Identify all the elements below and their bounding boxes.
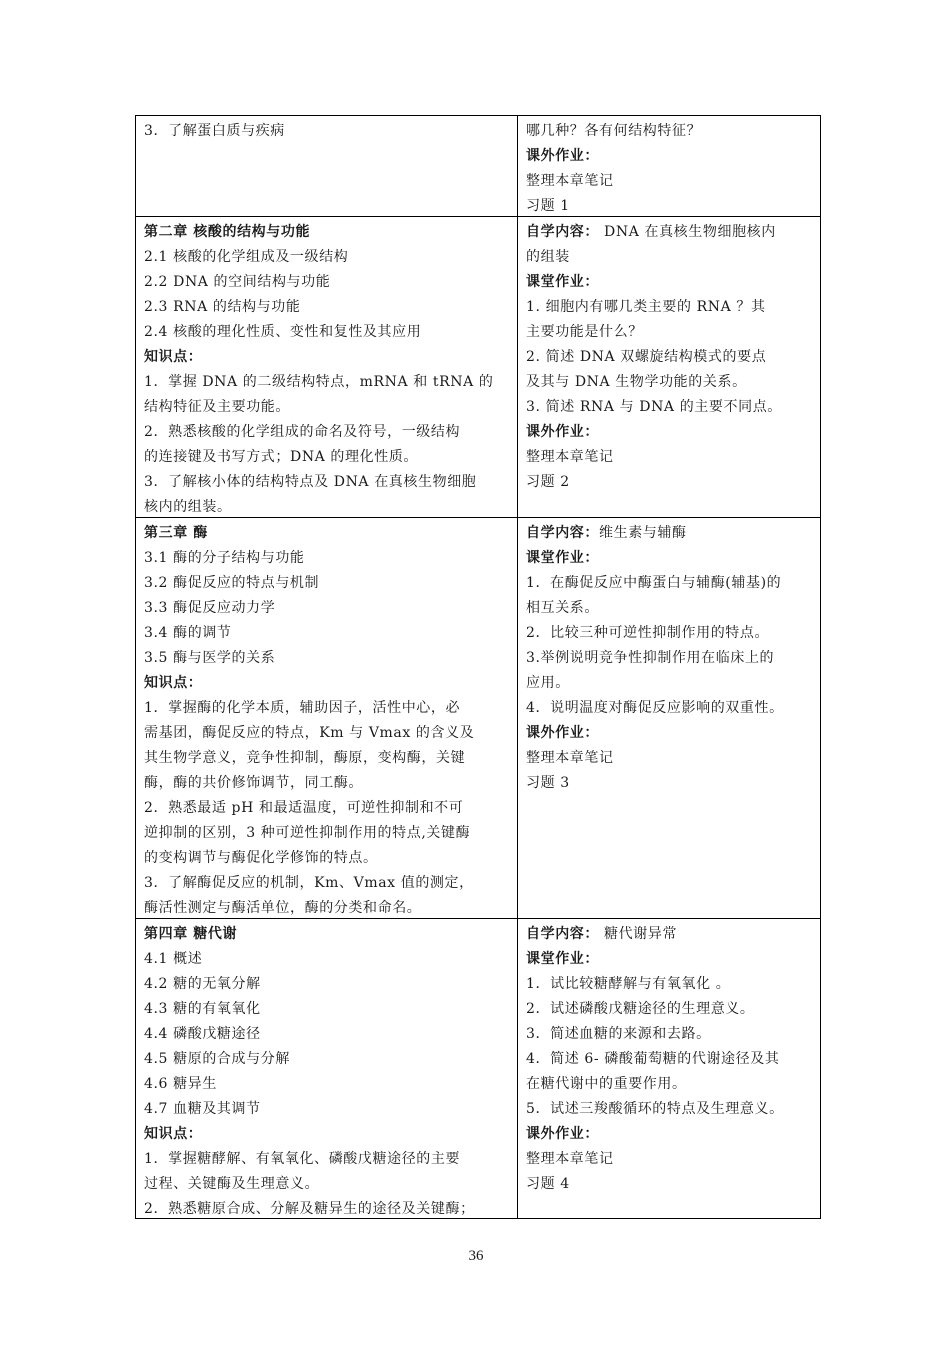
text-line: 3.2 酶促反应的特点与机制: [144, 575, 320, 591]
text-line: 4.7 血糖及其调节: [144, 1101, 261, 1117]
section-heading: 第二章 核酸的结构与功能: [144, 224, 311, 240]
assignment-cell: [518, 919, 820, 1218]
text-line: 核内的组装。: [144, 499, 232, 515]
text-line: 1．掌握 DNA 的二级结构特点，mRNA 和 tRNA 的: [144, 374, 494, 390]
text-line: 2．比较三种可逆性抑制作用的特点。: [526, 625, 770, 641]
table-row: [136, 116, 820, 216]
text-line: 1．掌握糖酵解、有氧氧化、磷酸戊糖途径的主要: [144, 1151, 461, 1167]
text-line: 在糖代谢中的重要作用。: [526, 1076, 687, 1092]
text-line: 3.举例说明竞争性抑制作用在临床上的: [526, 650, 775, 666]
text-line: 需基团，酶促反应的特点，Km 与 Vmax 的含义及: [144, 725, 475, 741]
text-line: 4．简述 6- 磷酸葡萄糖的代谢途径及其: [526, 1051, 780, 1067]
section-heading: 课堂作业：: [526, 951, 599, 967]
text-line: 2．熟悉核酸的化学组成的命名及符号，一级结构: [144, 424, 461, 440]
text-line: 1．掌握酶的化学本质，辅助因子，活性中心，必: [144, 700, 461, 716]
text-line: 哪几种？各有何结构特征？: [526, 123, 702, 139]
text-line: 4.3 糖的有氧氧化: [144, 1001, 261, 1017]
section-value: 维生素与辅酶: [599, 525, 687, 541]
text-line: [526, 521, 813, 546]
text-line: 2. 简述 DNA 双螺旋结构模式的要点: [526, 349, 767, 365]
text-line: 4.6 糖异生: [144, 1076, 217, 1092]
text-line: 5．试述三羧酸循环的特点及生理意义。: [526, 1101, 784, 1117]
text-line: 4．说明温度对酶促反应影响的双重性。: [526, 700, 784, 716]
section-heading: 课外作业：: [526, 424, 599, 440]
section-value: DNA 在真核生物细胞核内: [599, 224, 776, 240]
text-line: 习题 1: [526, 198, 570, 214]
text-line: 3. 简述 RNA 与 DNA 的主要不同点。: [526, 399, 782, 415]
table-row: [136, 216, 820, 517]
text-line: 3.3 酶促反应动力学: [144, 600, 276, 616]
text-line: 1. 细胞内有哪几类主要的 RNA ？其: [526, 299, 766, 315]
section-label: 自学内容：: [526, 926, 599, 942]
syllabus-table: [135, 115, 821, 1219]
text-line: 3．了解蛋白质与疾病: [144, 123, 285, 139]
assignment-cell: [518, 116, 820, 216]
assignment-cell: [518, 217, 820, 517]
section-value: 糖代谢异常: [599, 926, 678, 942]
text-line: 1．在酶促反应中酶蛋白与辅酶(辅基)的: [526, 575, 782, 591]
text-line: 3.5 酶与医学的关系: [144, 650, 276, 666]
table-row: [136, 918, 820, 1218]
text-line: 及其与 DNA 生物学功能的关系。: [526, 374, 747, 390]
text-line: 4.2 糖的无氧分解: [144, 976, 261, 992]
text-line: 3．简述血糖的来源和去路。: [526, 1026, 711, 1042]
chapter-content-cell: [136, 919, 518, 1218]
text-line: 3．了解核小体的结构特点及 DNA 在真核生物细胞: [144, 474, 477, 490]
text-line: 2．熟悉糖原合成、分解及糖异生的途径及关键酶；: [144, 1201, 475, 1217]
text-line: 4.1 概述: [144, 951, 203, 967]
text-line: 习题 4: [526, 1176, 570, 1192]
text-line: 3.1 酶的分子结构与功能: [144, 550, 305, 566]
text-line: 2.2 DNA 的空间结构与功能: [144, 274, 331, 290]
page-number: 36: [468, 1248, 484, 1264]
table-row: [136, 517, 820, 918]
text-line: 的变构调节与酶促化学修饰的特点。: [144, 850, 378, 866]
section-heading: 知识点：: [144, 349, 203, 365]
text-line: 结构特征及主要功能。: [144, 399, 290, 415]
text-line: 酶，酶的共价修饰调节，同工酶。: [144, 775, 363, 791]
text-line: [526, 220, 813, 245]
text-line: 2．试述磷酸戊糖途径的生理意义。: [526, 1001, 755, 1017]
section-heading: 课外作业：: [526, 1126, 599, 1142]
text-line: 习题 3: [526, 775, 570, 791]
section-heading: 第三章 酶: [144, 525, 208, 541]
text-line: 习题 2: [526, 474, 570, 490]
text-line: 应用。: [526, 675, 570, 691]
text-line: 过程、关键酶及生理意义。: [144, 1176, 320, 1192]
chapter-content-cell: [136, 518, 518, 918]
section-label: 自学内容：: [526, 525, 599, 541]
text-line: [526, 922, 813, 947]
section-heading: 课外作业：: [526, 148, 599, 164]
chapter-content-cell: [136, 116, 518, 216]
text-line: 2.1 核酸的化学组成及一级结构: [144, 249, 349, 265]
section-heading: 知识点：: [144, 1126, 203, 1142]
text-line: 2.3 RNA 的结构与功能: [144, 299, 301, 315]
text-line: 主要功能是什么？: [526, 324, 643, 340]
text-line: 逆抑制的区别，3 种可逆性抑制作用的特点,关键酶: [144, 825, 471, 841]
section-heading: 课堂作业：: [526, 550, 599, 566]
section-heading: 课堂作业：: [526, 274, 599, 290]
text-line: 整理本章笔记: [526, 750, 614, 766]
text-line: 其生物学意义，竞争性抑制，酶原，变构酶，关键: [144, 750, 466, 766]
assignment-cell: [518, 518, 820, 918]
text-line: 整理本章笔记: [526, 173, 614, 189]
text-line: 的组装: [526, 249, 570, 265]
section-heading: 知识点：: [144, 675, 203, 691]
text-line: 4.4 磷酸戊糖途径: [144, 1026, 261, 1042]
text-line: 相互关系。: [526, 600, 599, 616]
section-heading: 第四章 糖代谢: [144, 926, 238, 942]
section-label: 自学内容：: [526, 224, 599, 240]
text-line: 3.4 酶的调节: [144, 625, 232, 641]
chapter-content-cell: [136, 217, 518, 517]
text-line: 2．熟悉最适 pH 和最适温度，可逆性抑制和不可: [144, 800, 464, 816]
text-line: 整理本章笔记: [526, 449, 614, 465]
section-heading: 课外作业：: [526, 725, 599, 741]
text-line: 3．了解酶促反应的机制，Km、Vmax 值的测定，: [144, 875, 474, 891]
text-line: 4.5 糖原的合成与分解: [144, 1051, 290, 1067]
text-line: 的连接键及书写方式；DNA 的理化性质。: [144, 449, 419, 465]
text-line: 2.4 核酸的理化性质、变性和复性及其应用: [144, 324, 422, 340]
text-line: 酶活性测定与酶活单位，酶的分类和命名。: [144, 900, 422, 916]
text-line: 1．试比较糖酵解与有氧氧化 。: [526, 976, 731, 992]
text-line: 整理本章笔记: [526, 1151, 614, 1167]
